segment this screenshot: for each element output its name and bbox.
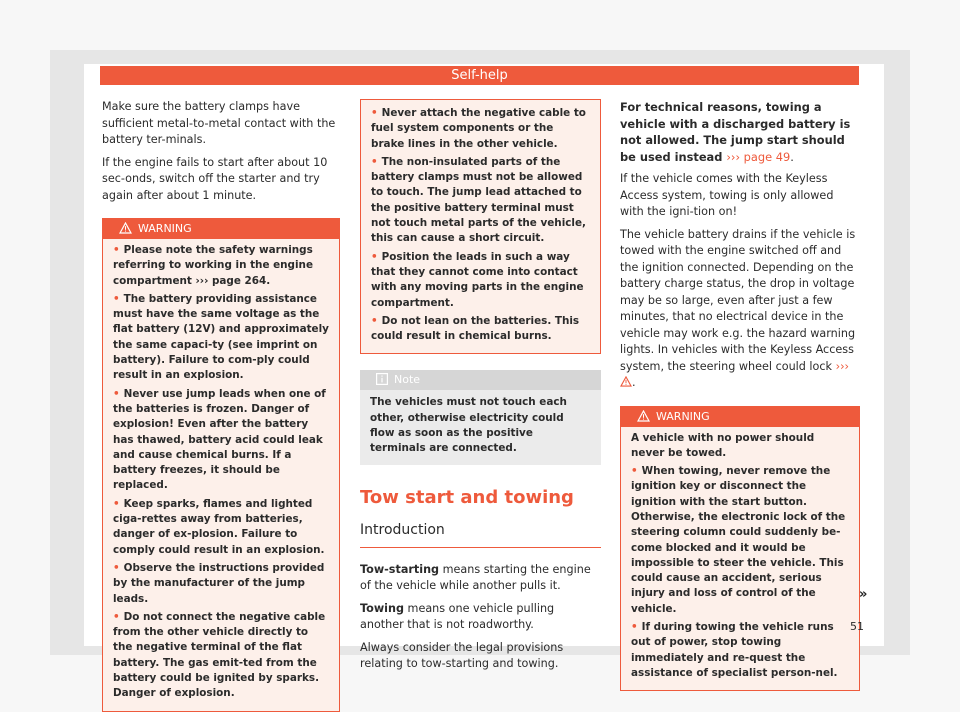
bullet-icon: • (113, 244, 120, 256)
note-header (360, 370, 601, 390)
info-icon (376, 372, 388, 392)
note-box (360, 370, 601, 464)
warning-item-text: Keep sparks, flames and lighted ciga-rettes away from batteries, danger of ex-plosion. Failure to comply could result in an explosion. (113, 497, 325, 556)
warning-reference-link[interactable]: ››› (835, 359, 850, 373)
continue-mark: » (859, 587, 868, 602)
bullet-icon: • (113, 610, 120, 623)
warning-item (113, 561, 329, 607)
warning-item-text: The non-insulated parts of the battery clamps must not be allowed to touch. The jump lead attached to the positive battery terminal must not touch metal parts of the vehicle, this can cause a short circuit. (371, 155, 586, 245)
warning-item (371, 155, 590, 247)
paragraph-keyless: If the vehicle comes with the Keyless Access system, towing is only allowed with the igni-tion on! (620, 172, 834, 218)
warning-item (113, 610, 329, 702)
page-number: 51 (850, 620, 864, 633)
warning-item-text: Observe the instructions provided by the manufacturer of the jump leads. (113, 561, 325, 605)
definition-text: means starting the engine of the vehicle while another pulls it. (360, 562, 591, 593)
note-label: Note (394, 373, 421, 387)
bullet-icon: • (113, 497, 120, 510)
column-1 (102, 99, 340, 712)
term-tow-starting: Tow-starting (360, 562, 440, 576)
paragraph-technical-reasons: For technical reasons, towing a vehicle with a discharged battery is not allowed. The jump start should be used instead ››› page 49. (620, 100, 851, 164)
warning-label: WARNING (656, 409, 710, 423)
warning-item-text: Never use jump leads when one of the batteries is frozen. Danger of explosion! Even after the battery has thawed, battery acid could leak and cause chemical burns. If a battery freezes, it should be replaced. (113, 387, 326, 492)
warning-triangle-icon (620, 376, 632, 389)
warning-item-text: If during towing the vehicle runs out of power, stop towing immediately and re-quest the assistance of specialist person-nel. (631, 621, 838, 679)
column-3 (620, 99, 860, 691)
warning-body (621, 427, 859, 691)
section-title: Tow start and towing (360, 486, 574, 508)
warning-item-text: Never attach the negative cable to fuel system components or the brake lines in the other vehicle. (371, 107, 586, 150)
bullet-icon: • (371, 250, 378, 263)
bullet-icon: • (113, 561, 120, 574)
warning-item (113, 387, 329, 494)
term-towing: Towing (360, 601, 404, 615)
warning-item (631, 464, 849, 617)
warning-item (371, 314, 590, 345)
note-text: The vehicles must not touch each other, otherwise electricity could flow as soon as the positive terminals are connected. (370, 396, 567, 455)
bullet-icon: • (371, 155, 378, 168)
warning-box-jump-start (102, 218, 340, 712)
paragraph-tow-starting (360, 562, 601, 595)
paragraph-restart: If the engine fails to start after about 10 sec-onds, switch off the starter and try again after about 1 minute. (102, 155, 328, 202)
warning-triangle-icon (637, 409, 650, 429)
warning-item-text: Position the leads in such a way that they cannot come into contact with any moving parts in the engine compartment. (371, 250, 584, 309)
warning-box-towing (620, 406, 860, 692)
paragraph-towing (360, 601, 601, 634)
sub-title: Introduction (360, 521, 601, 548)
paragraph-battery-drain: The vehicle battery drains if the vehicle is towed with the engine switched off and the ignition connected. Depending on the battery charge status, the drop in voltage may be so large, even after just a few minutes, that no electrical device in the vehicle may work e.g. the hazard warning lights. In vehicles with the Keyless Access system, the steering wheel could lock ››› . (620, 227, 856, 389)
warning-body (103, 239, 339, 711)
page-header: Self-help (100, 66, 859, 85)
bullet-icon: • (631, 465, 638, 478)
paragraph-clamps: Make sure the battery clamps have sufficient metal-to-metal contact with the battery ter-minals. (102, 100, 336, 146)
warning-triangle-icon (119, 221, 132, 241)
warning-item (371, 106, 590, 152)
warning-item (113, 243, 329, 289)
warning-label: WARNING (138, 222, 192, 235)
warning-item-text: Do not connect the negative cable from the other vehicle directly to the negative terminal of the flat battery. The gas emit-ted from the battery could be ignited by sparks. Danger of explosion. (113, 610, 326, 700)
warning-item (371, 250, 590, 311)
warning-body (361, 100, 600, 353)
battery-drain-text: The vehicle battery drains if the vehicle is towed with the engine switched off and the ignition connected. Depending on the battery charge status, the drop in voltage may be so large, even after just a few minutes, that no electrical device in the vehicle may work e.g. the hazard warning lights. In vehicles with the Keyless Access system, the steering wheel could lock (620, 227, 856, 373)
bullet-icon: • (371, 107, 378, 119)
warning-item-text: Do not lean on the batteries. This could result in chemical burns. (371, 314, 580, 343)
bullet-icon: • (113, 387, 120, 400)
intro-bold-text: For technical reasons, towing a vehicle with a discharged battery is not allowed. The jump start should be used instead (620, 100, 851, 164)
warning-box-continued (360, 99, 601, 354)
column-2 (360, 99, 601, 679)
bullet-icon: • (371, 314, 378, 327)
page-link[interactable]: ››› page 49 (726, 149, 791, 164)
bullet-icon: • (631, 621, 638, 634)
definition-text: means one vehicle pulling another that is not roadworthy. (360, 601, 555, 632)
bullet-icon: • (113, 292, 120, 305)
warning-item-text: The battery providing assistance must have the same voltage as the flat battery (12V) and approximately the same capaci-ty (see imprint on battery). Failure to com-ply could result in an explosion. (113, 292, 329, 382)
warning-header (621, 407, 859, 427)
warning-lead: A vehicle with no power should never be towed. (631, 431, 815, 459)
warning-header (103, 219, 339, 239)
warning-item (113, 497, 329, 558)
warning-item-text: Please note the safety warnings referring to working in the engine compartment ››› page 264. (113, 244, 314, 287)
warning-item (631, 620, 849, 681)
paragraph-legal: Always consider the legal provisions relating to tow-starting and towing. (360, 640, 564, 671)
warning-item-text: When towing, never remove the ignition key or disconnect the ignition with the start button. Otherwise, the electronic lock of the steering column could suddenly be-come blocked and it would be impossible to steer the vehicle. This could cause an accident, serious injury and loss of control of the vehicle. (631, 465, 846, 615)
warning-item (113, 292, 329, 384)
